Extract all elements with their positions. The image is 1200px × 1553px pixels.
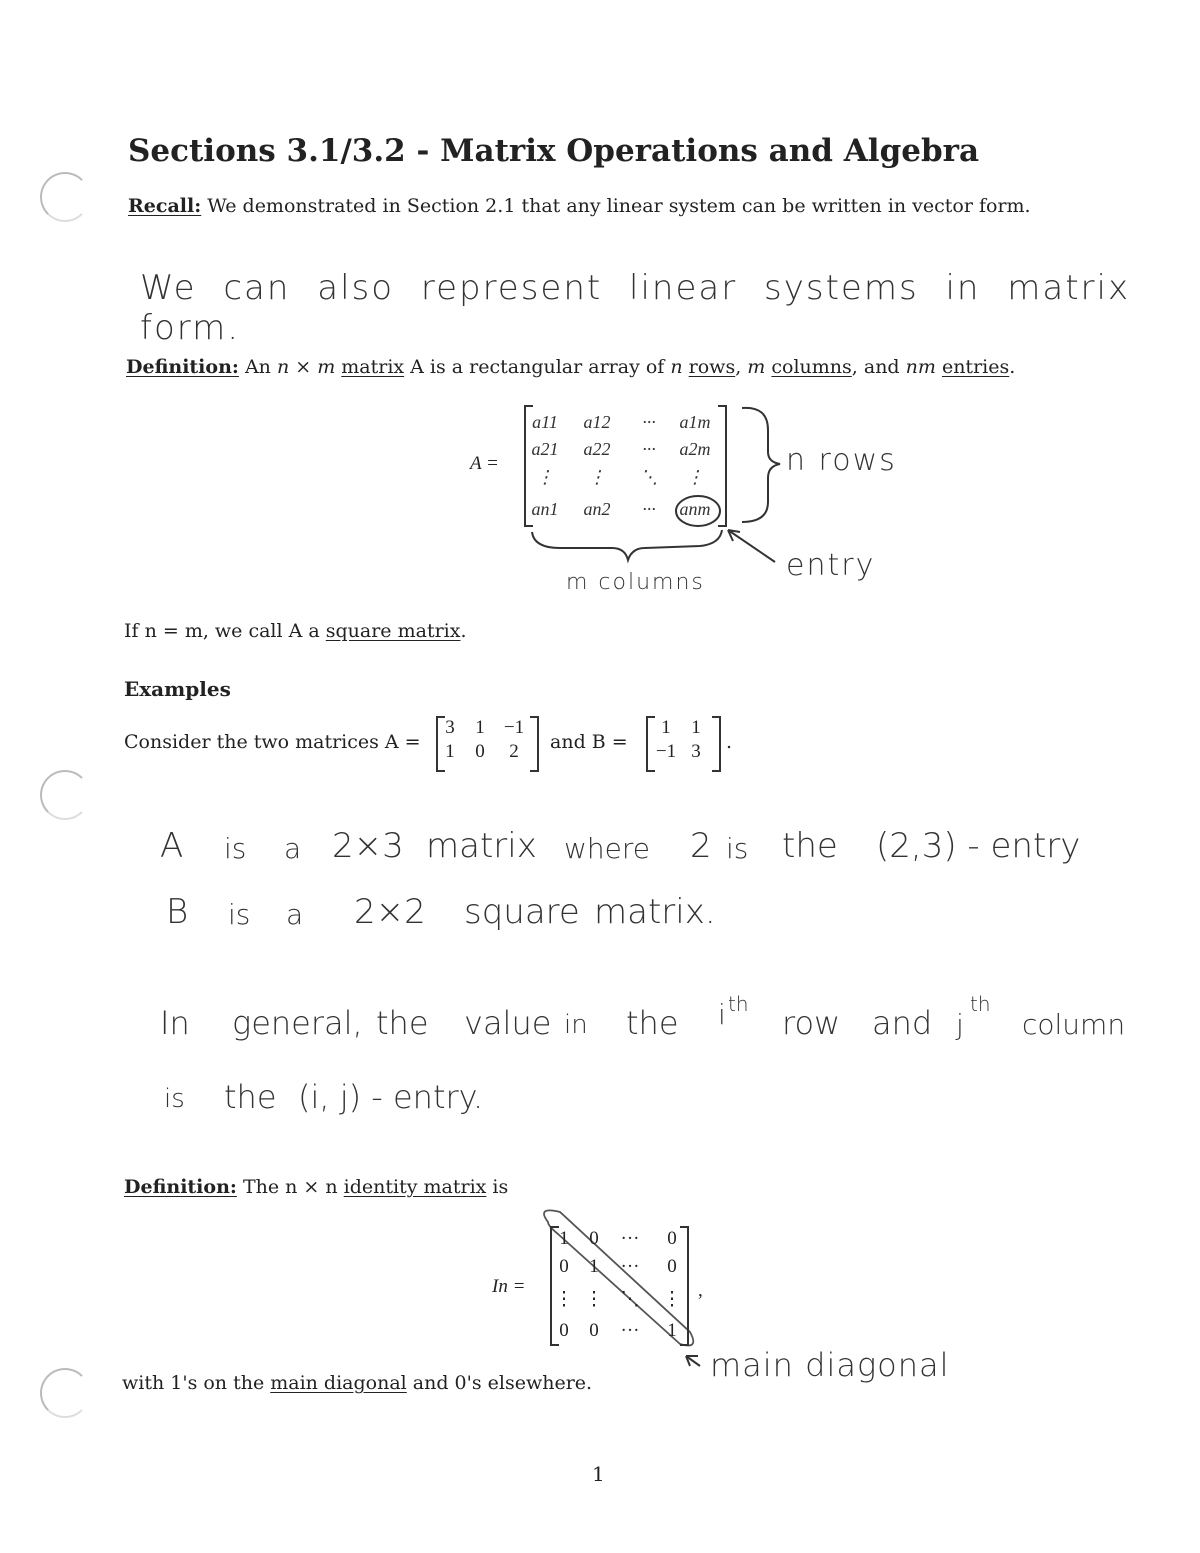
- identity-cell: 0: [667, 1256, 677, 1277]
- entry-circle-stroke: [676, 496, 720, 526]
- note-word: A: [160, 826, 184, 866]
- note-word: j: [956, 1008, 964, 1041]
- square-matrix-term: square matrix: [325, 620, 461, 642]
- note-word: a: [284, 832, 302, 865]
- identity-cell: 0: [667, 1228, 677, 1249]
- identity-caption: [122, 1372, 592, 1394]
- note-word: value: [464, 1004, 552, 1042]
- square-matrix-suffix: .: [460, 620, 467, 642]
- note-word: 2×3: [332, 826, 404, 866]
- matrix-a-cell: ···: [642, 499, 656, 519]
- matrix-a-cell: ⋮: [686, 467, 704, 487]
- example-b-cell: −1: [655, 741, 677, 762]
- identity-caption-prefix: with 1's on the: [122, 1372, 271, 1394]
- square-matrix-prefix: If n = m, we call A a: [124, 620, 326, 642]
- diagonal-arrow-stroke: [686, 1356, 700, 1366]
- identity-cell: ⋮: [662, 1289, 682, 1310]
- note-word: is: [224, 832, 247, 865]
- note-word: (i, j) - entry.: [298, 1078, 484, 1116]
- definition-term-columns: columns: [771, 356, 852, 378]
- identity-cell: ⋮: [554, 1289, 574, 1310]
- definition-m: m: [747, 356, 766, 378]
- annotation-entry: entry: [786, 548, 876, 583]
- matrix-a-cell: a22: [583, 439, 611, 459]
- note-word: where: [564, 832, 650, 865]
- note-word: square: [464, 892, 580, 932]
- matrix-a-cell: a1m: [679, 412, 711, 432]
- matrix-a-lhs: A =: [470, 453, 499, 474]
- definition-dims: n × m: [276, 356, 336, 378]
- identity-definition-label: Definition:: [124, 1176, 237, 1198]
- identity-definition-suffix: is: [486, 1176, 509, 1198]
- note-word: the: [224, 1078, 277, 1116]
- example-a-cell: 3: [445, 717, 455, 738]
- example-a-cell: −1: [503, 717, 525, 738]
- examples-heading: Examples: [124, 677, 231, 701]
- note-word: (2,3) - entry: [876, 826, 1081, 866]
- note-word: matrix.: [594, 892, 716, 932]
- note-word: is: [726, 832, 749, 865]
- definition-period: .: [1009, 356, 1016, 378]
- matrix-a-cell: ···: [642, 412, 656, 432]
- identity-cell: 1: [559, 1228, 569, 1249]
- definition-text-1: An: [244, 356, 277, 378]
- identity-cell: ···: [620, 1256, 640, 1277]
- definition-text-2: A is a rectangular array of: [404, 356, 671, 378]
- definition-n: n: [670, 356, 683, 378]
- definition-term-entries: entries: [941, 356, 1010, 378]
- example-a-cell: 1: [475, 717, 485, 738]
- identity-caption-suffix: and 0's elsewhere.: [406, 1372, 593, 1394]
- rows-brace-stroke: [742, 408, 780, 522]
- definition-term-rows: rows: [688, 356, 736, 378]
- matrix-a-cell: a12: [583, 412, 611, 432]
- note-word: 2: [690, 826, 712, 866]
- definition-term-matrix: matrix: [341, 356, 405, 378]
- note-word: general,: [232, 1004, 363, 1042]
- note-word: in: [564, 1010, 588, 1040]
- example-matrix-b: [648, 717, 718, 769]
- identity-lhs: In =: [492, 1276, 526, 1297]
- example-b-cell: 1: [691, 717, 701, 738]
- note-word: is: [228, 898, 251, 931]
- identity-cell: 0: [559, 1320, 569, 1341]
- matrix-a-cell: ···: [642, 439, 656, 459]
- identity-cell: 0: [589, 1320, 599, 1341]
- example-b-cell: 3: [691, 741, 701, 762]
- matrix-a-cell: an1: [531, 499, 559, 519]
- matrix-a-cell: ⋮: [588, 467, 606, 487]
- matrix-a-cell: an2: [583, 499, 611, 519]
- recall-label: Recall:: [128, 195, 202, 217]
- identity-cell: ···: [620, 1228, 640, 1249]
- note-word: matrix: [426, 826, 537, 866]
- identity-trailing-comma: ,: [698, 1280, 703, 1301]
- recall-text: We demonstrated in Section 2.1 that any linear system can be written in vector form.: [207, 195, 1031, 217]
- matrix-a-cell: a2m: [679, 439, 711, 459]
- example-a-cell: 0: [475, 741, 485, 762]
- matrix-a-cell: a21: [531, 439, 559, 459]
- note-word: is: [164, 1084, 185, 1114]
- annotation-main-diagonal: main diagonal: [710, 1346, 950, 1384]
- note-word: and: [872, 1004, 933, 1042]
- definition-identity: [124, 1176, 508, 1198]
- identity-matrix-entries: [548, 1228, 688, 1344]
- definition-label: Definition:: [126, 356, 239, 378]
- note-word: the: [376, 1004, 429, 1042]
- definition-text-3: , and: [851, 356, 906, 378]
- annotation-m-columns: m columns: [566, 570, 705, 595]
- page-number: 1: [592, 1462, 605, 1486]
- note-word: a: [286, 898, 304, 931]
- matrix-a-cell: ⋱: [640, 467, 658, 487]
- note-word: the: [626, 1004, 679, 1042]
- example-a-cell: 1: [445, 741, 455, 762]
- identity-definition-text: The n × n: [242, 1176, 344, 1198]
- example-a-cell: 2: [509, 741, 519, 762]
- definition-comma: ,: [735, 356, 748, 378]
- example-prefix: Consider the two matrices A =: [124, 731, 421, 753]
- annotation-n-rows: n rows: [786, 443, 897, 478]
- note-word: 2×2: [354, 892, 426, 932]
- note-word: column: [1022, 1008, 1126, 1041]
- identity-cell: 1: [589, 1256, 599, 1277]
- entry-arrow-stroke: [728, 530, 775, 562]
- identity-cell: 0: [559, 1256, 569, 1277]
- identity-cell: ⋱: [620, 1289, 640, 1310]
- example-b-cell: 1: [661, 717, 671, 738]
- matrix-a-cell: a11: [532, 412, 558, 432]
- page-title: Sections 3.1/3.2 - Matrix Operations and Algebra: [128, 133, 980, 169]
- example-suffix: .: [726, 731, 733, 753]
- identity-definition-term: identity matrix: [343, 1176, 487, 1198]
- note-word: In: [160, 1004, 190, 1042]
- square-matrix-sentence: [124, 620, 467, 642]
- note-word: row: [782, 1004, 841, 1042]
- matrix-a-cell: anm: [679, 499, 711, 519]
- handwritten-note-matrix-form: We can also represent linear systems in matrix form.: [140, 268, 1131, 348]
- note-superscript: th: [728, 992, 749, 1016]
- identity-caption-term: main diagonal: [270, 1372, 407, 1394]
- note-word: B: [166, 892, 189, 932]
- note-word: the: [782, 826, 838, 866]
- identity-cell: ···: [620, 1320, 640, 1341]
- example-matrix-a: [438, 717, 538, 769]
- columns-brace-stroke: [532, 530, 722, 560]
- note-word: i: [718, 998, 726, 1031]
- identity-cell: 0: [589, 1228, 599, 1249]
- example-middle: and B =: [550, 731, 628, 753]
- identity-cell: ⋮: [584, 1289, 604, 1310]
- identity-cell: 1: [667, 1320, 677, 1341]
- note-superscript: th: [970, 992, 991, 1016]
- definition-nm: nm: [905, 356, 936, 378]
- matrix-a-cell: ⋮: [536, 467, 554, 487]
